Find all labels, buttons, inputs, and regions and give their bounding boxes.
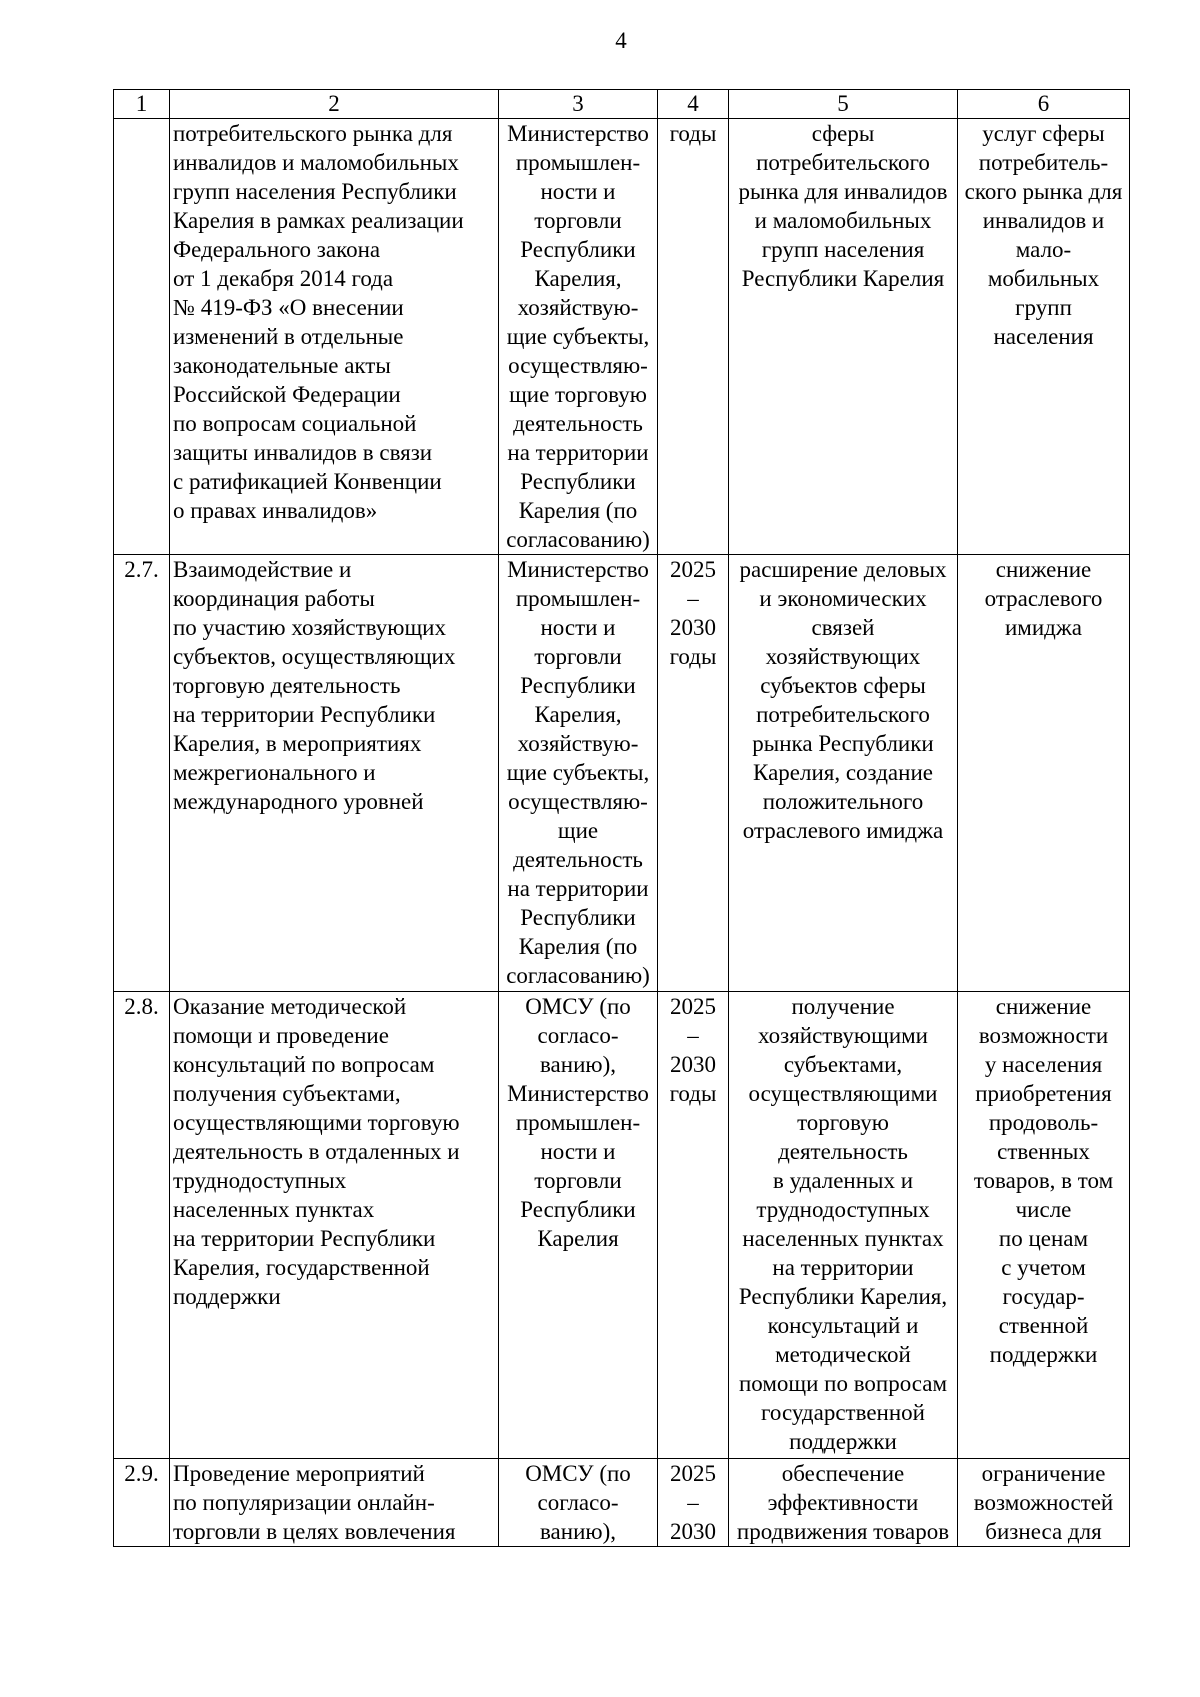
result-cell: получение хозяйствующими субъектами, осуществляющими торговую деятельность в удаленных и труднодоступных населенных пунктах на территории Республики Карелия, консультаций и методической помощи по вопросам государственной поддержки: [729, 992, 958, 1459]
event-cell: Проведение мероприятий по популяризации онлайн- торговли в целях вовлечения: [170, 1459, 499, 1547]
column-number: 5: [729, 90, 958, 119]
row-number: [114, 119, 170, 555]
consequence-cell: услуг сферы потребитель- ского рынка для инвалидов и мало- мобильных групп населения: [958, 119, 1130, 555]
period-cell: 2025 – 2030 годы: [658, 555, 729, 992]
consequence-cell: снижение отраслевого имиджа: [958, 555, 1130, 992]
column-number: 4: [658, 90, 729, 119]
event-cell: потребительского рынка для инвалидов и маломобильных групп населения Республики Карелия в рамках реализации Федерального закона от 1 декабря 2014 года № 419-ФЗ «О внесении изменений в отдельные законодательные акты Российской Федерации по вопросам социальной защиты инвалидов в связи с ратификацией Конвенции о правах инвалидов»: [170, 119, 499, 555]
table-row: [114, 119, 1130, 555]
column-number: 6: [958, 90, 1130, 119]
column-number: 2: [170, 90, 499, 119]
period-cell: 2025 – 2030 годы: [658, 992, 729, 1459]
measures-table: [113, 89, 1130, 1547]
executor-cell: ОМСУ (по согласо- ванию),: [499, 1459, 658, 1547]
result-cell: обеспечение эффективности продвижения товаров: [729, 1459, 958, 1547]
result-cell: сферы потребительского рынка для инвалидов и маломобильных групп населения Республики Карелия: [729, 119, 958, 555]
row-number: 2.9.: [114, 1459, 170, 1547]
row-number: 2.7.: [114, 555, 170, 992]
column-number-row: [114, 90, 1130, 119]
executor-cell: ОМСУ (по согласо- ванию), Министерство промышлен- ности и торговли Республики Карелия: [499, 992, 658, 1459]
period-cell: 2025 – 2030: [658, 1459, 729, 1547]
table-row: [114, 555, 1130, 992]
page-number: 4: [615, 28, 627, 53]
event-cell: Оказание методической помощи и проведение консультаций по вопросам получения субъектами, осуществляющими торговую деятельность в отдаленных и труднодоступных населенных пунктах на территории Республики Карелия, государственной поддержки: [170, 992, 499, 1459]
table-row: [114, 1459, 1130, 1547]
column-number: 3: [499, 90, 658, 119]
result-cell: расширение деловых и экономических связей хозяйствующих субъектов сферы потребительского рынка Республики Карелия, создание положительного отраслевого имиджа: [729, 555, 958, 992]
consequence-cell: снижение возможности у населения приобретения продоволь- ственных товаров, в том числе по ценам с учетом государ- ственной поддержки: [958, 992, 1130, 1459]
event-cell: Взаимодействие и координация работы по участию хозяйствующих субъектов, осуществляющих торговую деятельность на территории Республики Карелия, в мероприятиях межрегионального и международного уровней: [170, 555, 499, 992]
executor-cell: Министерство промышлен- ности и торговли Республики Карелия, хозяйствую- щие субъекты, осуществляю- щие деятельность на территории Республики Карелия (по согласованию): [499, 555, 658, 992]
row-number: 2.8.: [114, 992, 170, 1459]
period-cell: годы: [658, 119, 729, 555]
executor-cell: Министерство промышлен- ности и торговли Республики Карелия, хозяйствую- щие субъекты, осуществляю- щие торговую деятельность на территории Республики Карелия (по согласованию): [499, 119, 658, 555]
column-number: 1: [114, 90, 170, 119]
consequence-cell: ограничение возможностей бизнеса для: [958, 1459, 1130, 1547]
table-row: [114, 992, 1130, 1459]
